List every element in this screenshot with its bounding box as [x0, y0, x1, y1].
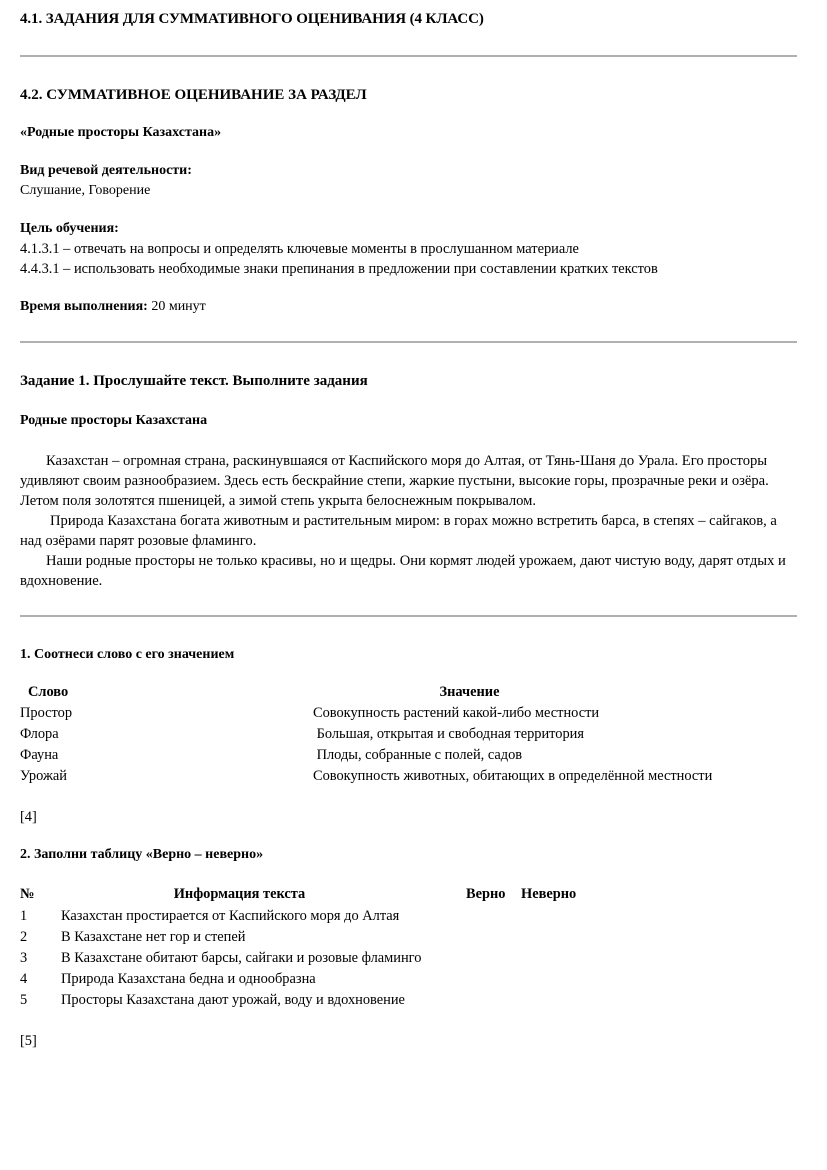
spacer	[20, 391, 797, 411]
spacer	[20, 105, 797, 123]
table-header-row	[20, 681, 798, 703]
paragraph-text: Природа Казахстана богата животным и растительным миром: в горах можно встретить барса, в степях – сайгаков, а над озёрами парят розовые фламинго.	[20, 513, 777, 549]
task1-paragraph	[20, 551, 798, 591]
row-info: В Казахстане нет гор и степей	[61, 929, 246, 945]
row-info: В Казахстане обитают барсы, сайгаки и розовые фламинго	[61, 950, 422, 966]
spacer	[20, 343, 797, 371]
spacer	[20, 617, 797, 645]
spacer	[20, 787, 797, 807]
true-answer-cell[interactable]	[466, 906, 521, 927]
word-cell: Фауна	[20, 747, 59, 763]
task1-paragraph	[20, 511, 798, 551]
paragraph-text: Наши родные просторы не только красивы, но и щедры. Они кормят людей урожаем, дают чистую воду, дарят отдых и вдохновение.	[20, 553, 786, 589]
table-row	[20, 927, 798, 948]
unit-title: «Родные просторы Казахстана»	[20, 125, 222, 140]
speech-activity-value: Слушание, Говорение	[20, 183, 151, 198]
task1-text-title: Родные просторы Казахстана	[20, 413, 208, 428]
spacer	[20, 31, 797, 55]
column-header-meaning: Значение	[439, 684, 500, 700]
word-cell: Урожай	[20, 768, 67, 784]
table-row	[20, 906, 798, 927]
spacer	[20, 1011, 797, 1031]
word-cell: Флора	[20, 726, 59, 742]
false-answer-cell[interactable]	[521, 927, 798, 948]
meaning-cell: Совокупность животных, обитающих в определённой местности	[313, 768, 713, 784]
word-cell: Простор	[20, 705, 73, 721]
row-number: 3	[20, 950, 28, 966]
table-row	[20, 745, 798, 766]
spacer	[20, 591, 797, 615]
time-value: 20 минут	[151, 299, 206, 314]
word-meaning-table-body	[20, 703, 798, 787]
row-number: 4	[20, 971, 28, 987]
table-row	[20, 724, 798, 745]
objective-item: 4.4.3.1 – использовать необходимые знаки препинания в предложении при составлении кратких текстов	[20, 261, 658, 277]
false-answer-cell[interactable]	[521, 969, 798, 990]
table-header-row	[20, 883, 798, 906]
true-answer-cell[interactable]	[466, 927, 521, 948]
question2-marks: [5]	[20, 1033, 37, 1049]
row-info: Просторы Казахстана дают урожай, воду и вдохновение	[61, 992, 405, 1008]
true-answer-cell[interactable]	[466, 948, 521, 969]
false-answer-cell[interactable]	[521, 906, 798, 927]
table-row	[20, 990, 798, 1011]
row-info: Казахстан простирается от Каспийского моря до Алтая	[61, 908, 400, 924]
question1-heading: 1. Соотнеси слово с его значением	[20, 647, 235, 662]
objective-item: 4.1.3.1 – отвечать на вопросы и определять ключевые моменты в прослушанном материале	[20, 241, 579, 257]
table-row	[20, 703, 798, 724]
objectives-label: Цель обучения:	[20, 221, 119, 236]
column-header-true: Верно	[466, 886, 506, 902]
row-info: Природа Казахстана бедна и однообразна	[61, 971, 316, 987]
true-answer-cell[interactable]	[466, 969, 521, 990]
row-number: 1	[20, 908, 28, 924]
true-false-table-body	[20, 906, 798, 1011]
spacer	[20, 665, 797, 681]
false-answer-cell[interactable]	[521, 948, 798, 969]
spacer	[20, 317, 797, 341]
time-label: Время выполнения:	[20, 299, 148, 314]
meaning-cell: Большая, открытая и свободная территория	[313, 726, 584, 742]
task1-heading: Задание 1. Прослушайте текст. Выполните задания	[20, 373, 368, 389]
time-row	[20, 297, 797, 317]
meaning-cell: Плоды, собранные с полей, садов	[313, 747, 523, 763]
table-row	[20, 948, 798, 969]
column-header-false: Неверно	[521, 886, 577, 902]
spacer	[20, 431, 797, 451]
spacer	[20, 57, 797, 85]
true-answer-cell[interactable]	[466, 990, 521, 1011]
spacer	[20, 865, 797, 883]
table-row	[20, 969, 798, 990]
row-number: 2	[20, 929, 28, 945]
true-false-table	[20, 883, 798, 1011]
section-heading: 4.1. ЗАДАНИЯ ДЛЯ СУММАТИВНОГО ОЦЕНИВАНИЯ (4 КЛАСС)	[20, 11, 484, 27]
word-meaning-table	[20, 681, 798, 787]
column-header-word: Слово	[28, 684, 69, 700]
paragraph-text: Казахстан – огромная страна, раскинувшаяся от Каспийского моря до Алтая, от Тянь-Шаня до Урала. Его просторы удивляют своим разнообразием. Здесь есть бескрайние степи, жаркие пустыни, высокие горы, прозрачные реки и озёра. Летом поля золотятся пшеницей, а зимой степь укрыта белоснежным покрывалом.	[20, 453, 769, 509]
subsection-heading: 4.2. СУММАТИВНОЕ ОЦЕНИВАНИЕ ЗА РАЗДЕЛ	[20, 87, 367, 103]
question2-heading: 2. Заполни таблицу «Верно – неверно»	[20, 847, 264, 862]
false-answer-cell[interactable]	[521, 990, 798, 1011]
task1-paragraph	[20, 451, 798, 511]
column-header-info: Информация текста	[173, 886, 306, 902]
word-meaning-table-head	[20, 681, 798, 703]
column-header-number: №	[20, 886, 35, 902]
true-false-table-head	[20, 883, 798, 906]
spacer	[20, 143, 797, 161]
speech-activity-label: Вид речевой деятельности:	[20, 163, 192, 178]
meaning-cell: Совокупность растений какой-либо местности	[313, 705, 600, 721]
spacer	[20, 201, 797, 219]
spacer	[20, 827, 797, 845]
table-row	[20, 766, 798, 787]
spacer	[20, 279, 797, 297]
question1-marks: [4]	[20, 809, 37, 825]
row-number: 5	[20, 992, 28, 1008]
